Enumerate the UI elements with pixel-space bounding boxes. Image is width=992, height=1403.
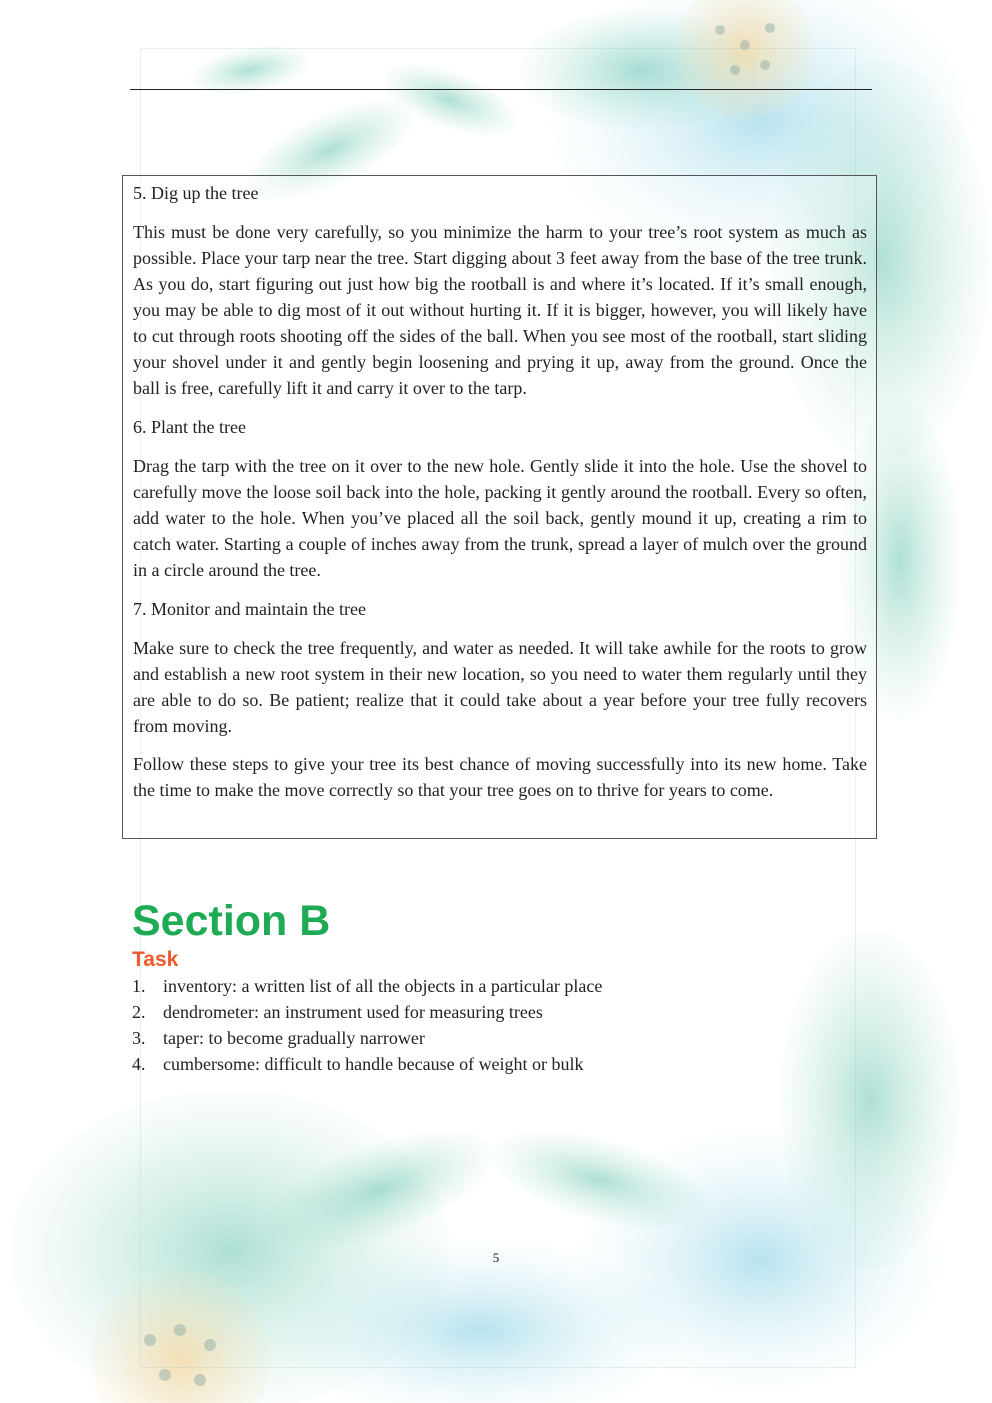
- vocab-definition: taper: to become gradually narrower: [163, 1028, 425, 1048]
- page-number: 5: [492, 1250, 500, 1265]
- list-item: [132, 1025, 852, 1051]
- list-item: [132, 973, 852, 999]
- header-rule: [130, 89, 872, 90]
- list-item: [132, 999, 852, 1025]
- list-number: 4.: [132, 1054, 146, 1074]
- list-item: [132, 1051, 852, 1077]
- step-heading: 6. Plant the tree: [133, 417, 246, 437]
- step-heading: 5. Dig up the tree: [133, 183, 259, 203]
- vocab-definition: inventory: a written list of all the objects in a particular place: [163, 976, 603, 996]
- list-number: 2.: [132, 1002, 146, 1022]
- closing-paragraph: Follow these steps to give your tree its best chance of moving successfully into its new home. Take the time to make the move correctly so that your tree goes on to thrive for years to come.: [133, 754, 867, 800]
- vocabulary-list: [132, 973, 852, 1077]
- step-paragraph: Make sure to check the tree frequently, and water as needed. It will take awhile for the roots to grow and establish a new root system in their new location, so you need to water them regularly until they are able to do so. Be patient; realize that it could take about a year before your tree fully recovers from moving.: [133, 638, 867, 736]
- section-title: Section B: [132, 897, 331, 945]
- step-paragraph: This must be done very carefully, so you minimize the harm to your tree’s root system as much as possible. Place your tarp near the tree. Start digging about 3 feet away from the base of the tree trunk. As you do, start figuring out just how big the rootball is and where it’s located. If it’s small enough, you may be able to dig most of it out without hurting it. If it is bigger, however, you will likely have to cut through roots shooting off the sides of the ball. When you see most of the rootball, start sliding your shovel under it and gently begin loosening and prying it up, away from the ground. Once the ball is free, carefully lift it and carry it over to the tarp.: [133, 222, 867, 398]
- step-heading: 7. Monitor and maintain the tree: [133, 599, 366, 619]
- vocab-definition: dendrometer: an instrument used for measuring trees: [163, 1002, 543, 1022]
- task-label: Task: [132, 948, 179, 971]
- step-paragraph: Drag the tarp with the tree on it over to the new hole. Gently slide it into the hole. Use the shovel to carefully move the loose soil back into the hole, packing it gently around the rootball. Every so often, add water to the hole. When you’ve placed all the soil back, gently mound it up, creating a rim to catch water. Starting a couple of inches away from the trunk, spread a layer of mulch over the ground in a circle around the tree.: [133, 456, 867, 580]
- list-number: 1.: [132, 976, 146, 996]
- list-number: 3.: [132, 1028, 146, 1048]
- steps-text-box: [122, 175, 877, 839]
- vocab-definition: cumbersome: difficult to handle because of weight or bulk: [163, 1054, 584, 1074]
